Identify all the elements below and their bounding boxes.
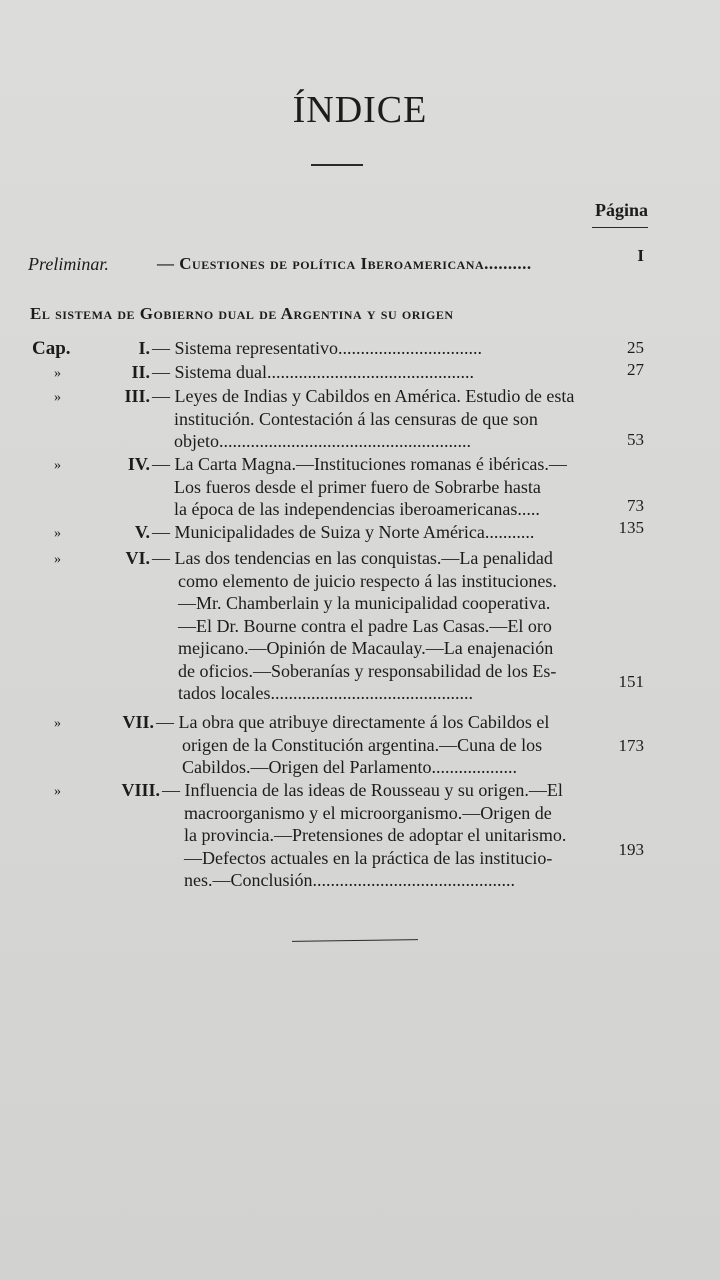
preliminar-label: Preliminar. xyxy=(28,254,109,274)
chapter-text: mejicano.—Opinión de Macaulay.—La enajenación xyxy=(178,638,554,658)
chapter-text: origen de la Constitución argentina.—Cuna de los xyxy=(182,734,543,755)
chapter-number: II. xyxy=(131,362,150,382)
chapter-page-number: 151 xyxy=(618,672,644,691)
chapter-number: III. xyxy=(124,386,150,406)
chapter-number: IV. xyxy=(127,454,150,474)
chapter-line xyxy=(0,571,720,595)
chapter-text: como elemento de juicio respecto á las instituciones. xyxy=(178,570,557,591)
chapter-text: Cabildos.—Origen del Parlamento................... xyxy=(182,757,517,777)
chapter-line xyxy=(0,593,720,617)
chapter-text: la provincia.—Pretensiones de adoptar el unitarismo. xyxy=(184,825,567,845)
ditto-marker: » xyxy=(54,552,61,567)
chapter-line xyxy=(0,870,720,894)
chapter-text: nes.—Conclusión............................................. xyxy=(184,870,515,890)
page-title: ÍNDICE xyxy=(292,89,428,131)
chapter-text: objeto........................................................ xyxy=(174,431,471,451)
chapter-page-row xyxy=(0,672,720,696)
chapter-line xyxy=(0,803,720,827)
preliminar-entry xyxy=(0,246,720,278)
preliminar-page: I xyxy=(637,246,644,265)
chapter-line xyxy=(0,757,720,781)
chapter-line xyxy=(0,712,720,736)
chapter-text: — Influencia de las ideas de Rousseau y su origen.—El xyxy=(162,780,563,800)
chapter-text: Los fueros desde el primer fuero de Sobrarbe hasta xyxy=(174,476,541,497)
chapter-line xyxy=(0,409,720,433)
chapter-page-number: 25 xyxy=(627,338,644,357)
ditto-marker: » xyxy=(54,526,61,541)
chapter-page-row xyxy=(0,518,720,542)
chapter-number: VI. xyxy=(125,548,150,568)
chapter-number: VII. xyxy=(122,712,154,732)
chapter-text: —El Dr. Bourne contra el padre Las Casas.—El oro xyxy=(178,615,552,636)
ditto-marker: » xyxy=(54,390,61,405)
chapter-text: — Leyes de Indias y Cabildos en América. Estudio de esta xyxy=(152,386,575,406)
title-rule xyxy=(311,164,363,166)
chapter-number: VIII. xyxy=(121,780,160,800)
chapter-page-number: 135 xyxy=(618,518,644,537)
chapter-text: — Municipalidades de Suiza y Norte América........... xyxy=(152,522,535,542)
ditto-marker: » xyxy=(54,716,61,731)
end-rule xyxy=(292,939,418,942)
chapter-line xyxy=(0,616,720,640)
chapter-text: — La obra que atribuye directamente á los Cabildos el xyxy=(156,712,550,732)
chapter-page-number: 173 xyxy=(618,736,644,755)
pagina-underline xyxy=(592,227,648,228)
chapter-page-row xyxy=(0,338,720,362)
chapter-page-number: 53 xyxy=(627,430,644,449)
chapter-text: — Las dos tendencias en las conquistas.—La penalidad xyxy=(152,548,553,568)
chapter-number: V. xyxy=(134,522,150,542)
chapter-text: — La Carta Magna.—Instituciones romanas é ibéricas.— xyxy=(152,454,567,474)
chapter-number: I. xyxy=(138,338,150,358)
chapter-text: de oficios.—Soberanías y responsabilidad de los Es- xyxy=(178,660,557,681)
ditto-marker: » xyxy=(54,458,61,473)
chapter-page-row xyxy=(0,840,720,864)
chapter-line xyxy=(0,548,720,572)
chapter-page-row xyxy=(0,360,720,384)
chapter-page-number: 193 xyxy=(618,840,644,859)
chapter-text: —Defectos actuales en la práctica de las institucio- xyxy=(184,847,553,868)
chapter-text: macroorganismo y el microorganismo.—Origen de xyxy=(184,802,552,823)
chapter-text: —Mr. Chamberlain y la municipalidad cooperativa. xyxy=(178,593,551,613)
chapter-text: institución. Contestación á las censuras de que son xyxy=(174,408,538,429)
chapter-page-number: 27 xyxy=(627,360,644,379)
chapter-page-number: 73 xyxy=(627,496,644,515)
chapter-line xyxy=(0,454,720,478)
chapter-page-row xyxy=(0,496,720,520)
chapter-text: — Sistema representativo................................ xyxy=(152,338,482,358)
chapter-text: tados locales............................................. xyxy=(178,683,473,703)
ditto-marker: » xyxy=(54,784,61,799)
chapter-text: — Sistema dual.............................................. xyxy=(152,362,474,382)
preliminar-text: — Cuestiones de política Iberoamericana.......... xyxy=(157,254,532,273)
chapter-line xyxy=(0,638,720,662)
chapter-line xyxy=(0,386,720,410)
chapter-line xyxy=(0,780,720,804)
chapter-page-row xyxy=(0,430,720,454)
chapter-text: la época de las independencias iberoamericanas..... xyxy=(174,499,540,519)
cap-label: Cap. xyxy=(32,338,71,359)
ditto-marker: » xyxy=(54,366,61,381)
pagina-header: Página xyxy=(594,200,648,220)
section-heading: El sistema de Gobierno dual de Argentina y su origen xyxy=(30,304,454,323)
chapter-page-row xyxy=(0,736,720,760)
